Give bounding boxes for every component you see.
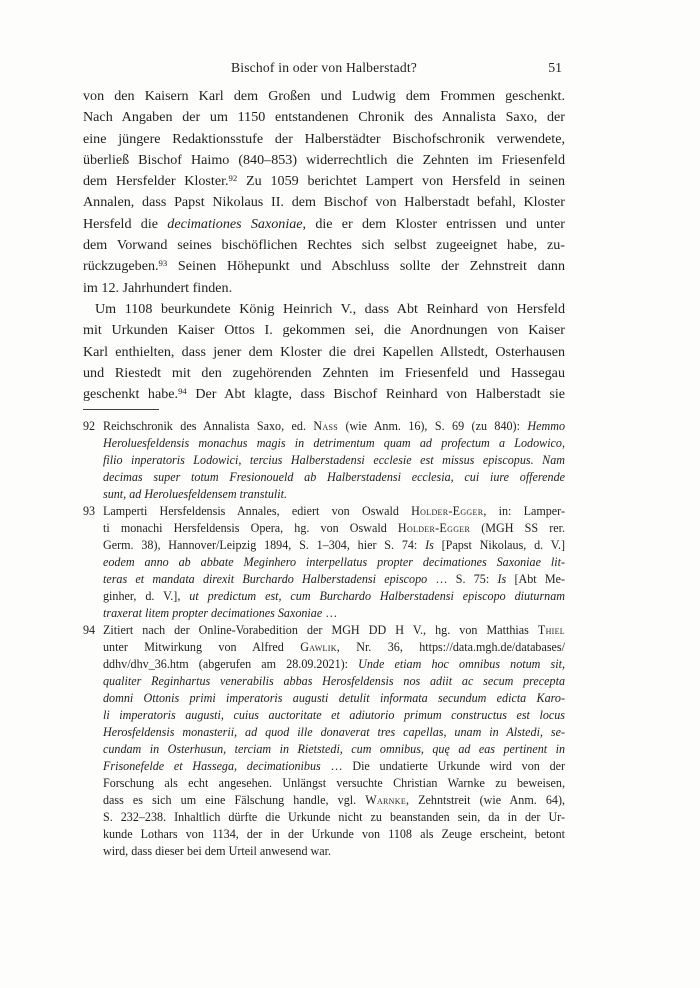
footnote-text	[103, 503, 565, 622]
text-line: dem Hersfelder Kloster.$^{92}$ Zu 1059 berichtet Lampert von Hersfeld in seinen	[83, 173, 565, 190]
text-line: ti monachi Hersfeldensis Opera, hg. von Oswald Holder-Egger (MGH SS rer.	[103, 521, 565, 535]
text-line: Herosfeldensis monasterii, ad quod ille donaverat tres capellas, unam in Alstedi, se-	[103, 725, 565, 739]
text-line: traxerat litem propter decimationes Saxoniae …	[103, 606, 338, 620]
text-line: Karl enthielten, dass jener dem Kloster die drei Kapellen Allstedt, Osterhausen	[83, 343, 565, 360]
text-line: und Riestedt mit den zugehörenden Zehnten im Friesenfeld und Hassegau	[83, 364, 565, 381]
footnote-text	[103, 622, 565, 860]
text-line: im 12. Jahrhundert finden.	[83, 279, 233, 296]
footnote-number: 93	[83, 504, 96, 518]
text-line: dem Vorwand seines bischöflichen Rechtes sich selbst zugeeignet habe, zu-	[83, 237, 565, 254]
text-line: Reichschronik des Annalista Saxo, ed. Nass (wie Anm. 16), S. 69 (zu 840): Hemmo	[103, 419, 565, 433]
text-line: ginher, d. V.], ut predictum est, cum Burchardo Halberstadensi episcopo diuturnam	[103, 589, 566, 603]
footnote-number: 92	[83, 419, 96, 433]
text-line: domni Ottonis primi imperatoris augusti detulit informata secundum edicta Karo-	[103, 691, 565, 705]
footnote-93	[83, 503, 565, 622]
footnote-92	[83, 418, 565, 503]
text-line: mit Urkunden Kaiser Ottos I. gekommen sei, die Anordnungen von Kaiser	[83, 322, 565, 339]
text-line: Annalen, dass Papst Nikolaus II. dem Bischof von Halberstadt befahl, Kloster	[83, 194, 565, 211]
text-line: S. 232–238. Inhaltlich dürfte die Urkunde nicht zu beanstanden sein, da in der Ur-	[103, 810, 565, 824]
paragraph-1	[83, 86, 565, 299]
running-header	[83, 60, 565, 76]
text-line: kunde Lothars von 1134, der in der Urkunde von 1108 als Zeuge erscheint, betont	[103, 827, 565, 841]
text-line: teras et mandata direxit Burchardo Halberstadensi episcopo … S. 75: Is [Abt Me-	[103, 572, 565, 586]
text-line: wird, dass dieser bei dem Urteil anwesend war.	[103, 844, 332, 858]
text-line: Lamperti Hersfeldensis Annales, ediert von Oswald Holder-Egger, in: Lamper-	[103, 504, 565, 518]
text-line: li imperatoris augusti, cuius auctoritate et adiutorio primum constructus est locus	[103, 708, 565, 722]
text-line: filio inperatoris Lodowici, tercius Halberstadensi ecclesie est missus episcopus. Nam	[103, 453, 565, 467]
text-line: decimas super totum Fresionoueld ab Halberstadensi ecclesia, cui iure offerende	[103, 470, 565, 484]
text-line: ddhv/dhv_36.htm (abgerufen am 28.09.2021): Unde etiam hoc omnibus notum sit,	[103, 657, 565, 671]
paragraph-2	[83, 299, 565, 405]
text-line: unter Mitwirkung von Alfred Gawlik, Nr. 36, https://data.mgh.de/databases/	[103, 640, 565, 654]
footnote-94	[83, 622, 565, 860]
text-line: Heroluesfeldensis monachus magis in detrimentum quam ad profectum a Lodowico,	[103, 436, 565, 450]
footnote-separator	[83, 409, 159, 410]
text-line: überließ Bischof Haimo (840–853) widerrechtlich die Zehnten im Friesenfeld	[83, 151, 565, 168]
page-number: 51	[548, 60, 562, 75]
text-line: qualiter Reginhartus venerabilis abbas Herosfeldensis nos adiit ac secum precepta	[103, 674, 565, 688]
text-line: eodem anno ab abbate Meginhero interpellatus propter decimationes Saxoniae lit-	[103, 555, 565, 569]
text-line: geschenkt habe.$^{94}$ Der Abt klagte, dass Bischof Reinhard von Halberstadt sie	[83, 385, 565, 403]
text-line: Hersfeld die decimationes Saxoniae, die er dem Kloster entrissen und unter	[83, 215, 565, 232]
footnotes-section	[83, 418, 565, 860]
footnote-number: 94	[83, 623, 96, 637]
text-line: dass es sich um eine Fälschung handle, vgl. Warnke, Zehntstreit (wie Anm. 64),	[103, 793, 566, 807]
text-line: cundam in Osterhusun, terciam in Rietstedi, cum omnibus, quę ad eas pertinent in	[103, 742, 565, 756]
footnote-text	[103, 418, 565, 503]
text-line: rückzugeben.$^{93}$ Seinen Höhepunkt und Abschluss sollte der Zehnstreit dann	[83, 258, 565, 275]
body-text	[83, 86, 565, 405]
text-line: Nach Angaben der um 1150 entstandenen Chronik des Annalista Saxo, der	[83, 109, 565, 126]
text-line: Germ. 38), Hannover/Leipzig 1894, S. 1–304, hier S. 74: Is [Papst Nikolaus, d. V.]	[103, 538, 565, 552]
text-line: Frisonefelde et Hassega, decimationibus … Die undatierte Urkunde wird von der	[103, 759, 566, 773]
text-line: Forschung als echt angesehen. Unlängst versuchte Christian Warnke zu beweisen,	[103, 776, 565, 790]
text-line: Um 1108 beurkundete König Heinrich V., dass Abt Reinhard von Hersfeld	[95, 300, 565, 317]
text-line: Zitiert nach der Online-Vorabedition der MGH DD H V., hg. von Matthias Thiel	[103, 623, 565, 637]
header-title: Bischof in oder von Halberstadt?	[230, 60, 418, 75]
text-line: eine jüngere Redaktionsstufe der Halberstädter Bischofschronik verwendete,	[83, 130, 565, 147]
text-line: sunt, ad Heroluesfeldensem transtulit.	[103, 487, 287, 501]
text-line: von den Kaisern Karl dem Großen und Ludwig dem Frommen geschenkt.	[83, 88, 565, 104]
